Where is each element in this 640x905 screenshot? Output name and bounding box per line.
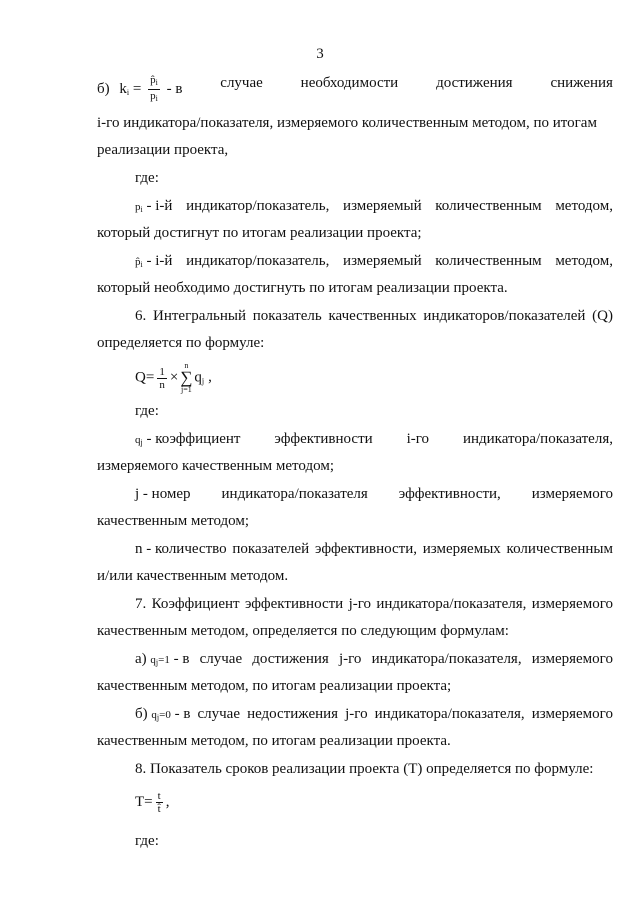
- def-q-line-2: измеряемого качественным методом;: [97, 458, 334, 474]
- item-7b-line-1: б) $q_j=0 - в$ случае недостижения j-го индикатора/показателя, измеряемого: [135, 706, 613, 722]
- def-phat-line-2: который необходимо достигнуть по итогам реализации проекта.: [97, 280, 508, 296]
- item-7b-line-2: качественным методом, по итогам реализации проекта.: [97, 733, 451, 749]
- item-6-line-1: 6. Интегральный показатель качественных индикаторов/показателей (Q): [135, 308, 613, 324]
- item-7-line-1: 7. Коэффициент эффективности j-го индикатора/показателя, измеряемого: [135, 596, 613, 612]
- section-b-formula: б) $k_i$ = $\frac{p̂_i}{p_i}$ - в: [97, 74, 183, 103]
- def-phat-line-1: $p̂_i - i-й$ индикатор/показатель, измеряемый количественным методом,: [135, 253, 613, 269]
- item-8-line-1: 8. Показатель сроков реализации проекта (T) определяется по формуле:: [135, 761, 594, 777]
- section-b-line-2: i-го индикатора/показателя, измеряемого количественным методом, по итогам: [97, 115, 597, 131]
- sum-sign: n ∑ j=1: [180, 361, 193, 394]
- fraction-one-over-n: $\frac{1}{n}$: [159, 365, 165, 391]
- def-n-line-1: n - количество показателей эффективности, измеряемых количественным: [135, 541, 613, 557]
- fraction-phat-over-p: $\frac{p̂_i}{p_i}$: [150, 74, 158, 103]
- item-7-line-2: качественным методом, определяется по следующим формулам:: [97, 623, 509, 639]
- item-6-line-2: определяется по формуле:: [97, 335, 265, 351]
- def-p-line-1: $p_i - i-й$ индикатор/показатель, измеряемый количественным методом,: [135, 198, 613, 214]
- page-number: 3: [316, 46, 324, 62]
- formula-q: Q= $\frac{1}{n}$ × n ∑ j=1 $q_j$ ,: [135, 361, 212, 394]
- def-j-line-2: качественным методом;: [97, 513, 250, 529]
- def-n-line-2: и/или качественным методом.: [97, 568, 289, 584]
- def-p-line-2: который достигнут по итогам реализации проекта;: [97, 225, 422, 241]
- section-b-line-1: б) $k_i$ = $\frac{p̂_i}{p_i}$ - в случае необходимости достижения снижения: [97, 74, 613, 103]
- item-7a-line-2: качественным методом, по итогам реализации проекта;: [97, 678, 452, 694]
- def-q-line-1: $q_j$ - коэффициент эффективности i-го индикатора/показателя,: [135, 431, 613, 447]
- where-label-1: где:: [135, 170, 159, 186]
- where-label-3: где:: [135, 833, 159, 849]
- fraction-t-over-that: $\frac{t}{t̂}$: [157, 790, 161, 816]
- where-label-2: где:: [135, 403, 159, 419]
- section-b-line-3: реализации проекта,: [97, 142, 229, 158]
- def-j-line-1: j - номер индикатора/показателя эффективности, измеряемого: [135, 486, 613, 502]
- formula-t: T= $\frac{t}{t̂}$ ,: [135, 790, 170, 816]
- item-7a-line-1: а) $q_j=1 - в$ случае достижения j-го индикатора/показателя, измеряемого: [135, 651, 613, 667]
